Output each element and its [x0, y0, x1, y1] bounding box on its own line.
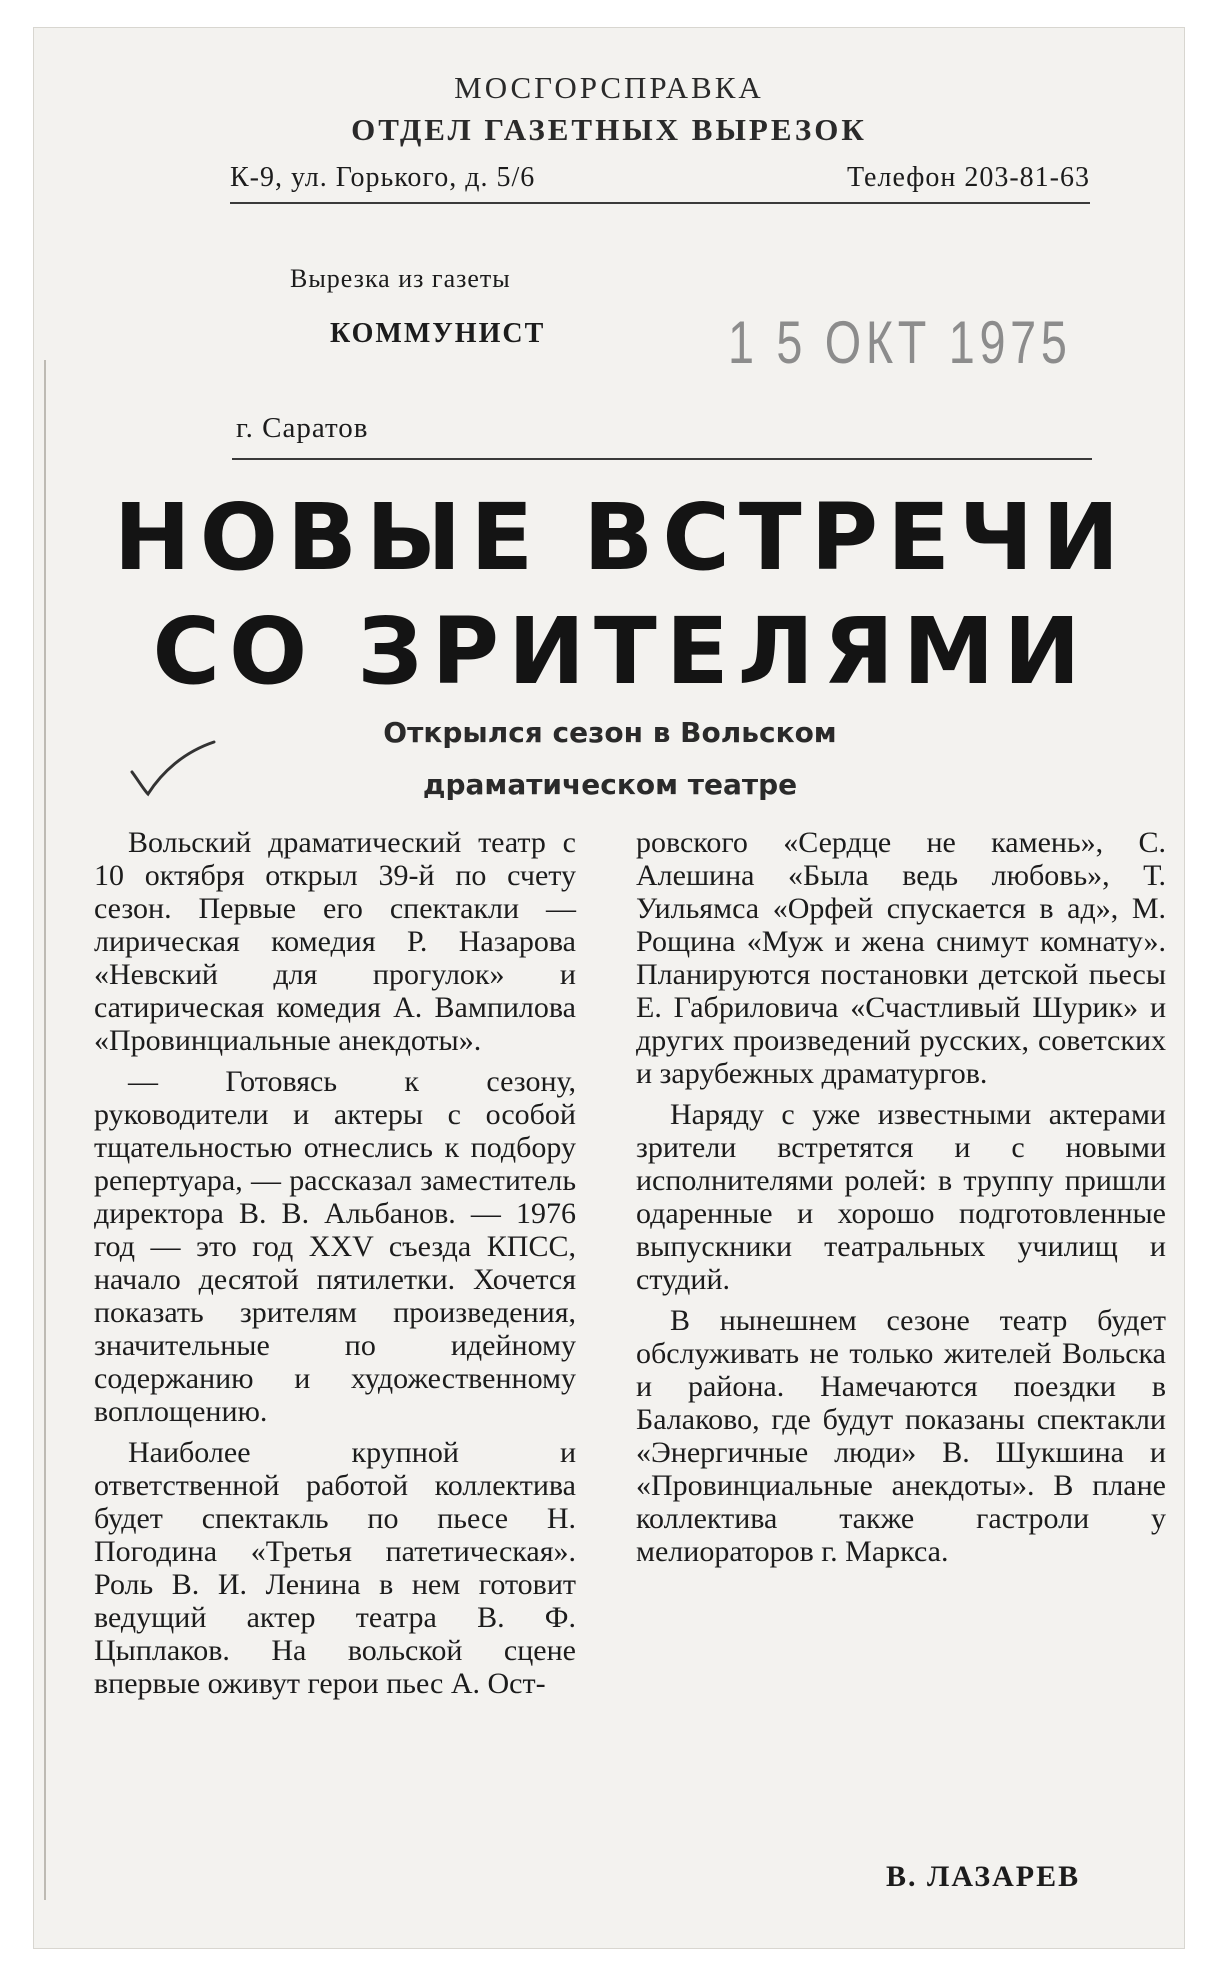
author-byline: В. ЛАЗАРЕВ: [886, 1860, 1081, 1893]
check-mark-icon: [128, 738, 218, 798]
agency-phone: Телефон 203-81-63: [847, 162, 1090, 193]
article-paragraph: Вольский драматический театр с 10 октября открыл 39-й по счету сезон. Первые его спектакли — лирическая комедия Р. Назарова «Невский для прогулок» и сатирическая комедия А. Вампилова «Провинциальные анекдоты».: [94, 826, 576, 1057]
agency-name: МОСГОРСПРАВКА: [454, 70, 764, 105]
article-paragraph: — Готовясь к сезону, руководители и актеры с особой тщательностью отнеслись к подбору репертуара, — рассказал заместитель директора В. В. Альбанов. — 1976 год — это год XXV съезда КПСС, начало десятой пятилетки. Хочется показать зрителям произведения, значительные по идейному содержанию и художественному воплощению.: [94, 1065, 576, 1428]
headline-line-2: СО ЗРИТЕЛЯМИ: [152, 598, 1090, 705]
article-paragraph: ровского «Сердце не камень», С. Алешина «Была ведь любовь», Т. Уильямса «Орфей спускается в ад», М. Рощина «Муж и жена снимут комнату». Планируются постановки детской пьесы Е. Габриловича «Счастливый Шурик» и других произведений русских, советских и зарубежных драматургов.: [636, 826, 1166, 1090]
department-name: ОТДЕЛ ГАЗЕТНЫХ ВЫРЕЗОК: [351, 112, 867, 147]
agency-address: К-9, ул. Горького, д. 5/6: [230, 162, 536, 193]
article-column-right: [636, 826, 1166, 1576]
article-paragraph: В нынешнем сезоне театр будет обслуживать не только жителей Вольска и района. Намечаются поездки в Балаково, где будут показаны спектакли «Энергичные люди» В. Шукшина и «Провинциальные анекдоты». В плане коллектива также гастроли у мелиораторов г. Маркса.: [636, 1304, 1166, 1568]
clipping-edge: [44, 360, 46, 1900]
article-paragraph: Наиболее крупной и ответственной работой коллектива будет спектакль по пьесе Н. Погодина «Третья патетическая». Роль В. И. Ленина в нем готовит ведущий актер театра В. Ф. Цыплаков. На вольской сцене впервые оживут герои пьес А. Ост-: [94, 1436, 576, 1700]
subheadline-line-1: Открылся сезон в Вольском: [383, 716, 837, 749]
header-divider: [230, 202, 1090, 204]
newspaper-city: г. Саратов: [236, 412, 369, 444]
headline-line-1: НОВЫЕ ВСТРЕЧИ: [113, 484, 1129, 591]
article-paragraph: Наряду с уже известными актерами зрители встретятся и с новыми исполнителями ролей: в труппу пришли одаренные и хорошо подготовленные выпускники театральных училищ и студий.: [636, 1098, 1166, 1296]
contact-row: [230, 162, 1090, 194]
newspaper-name: КОММУНИСТ: [330, 318, 546, 349]
article-column-left: [94, 826, 576, 1708]
date-stamp: 1 5 ОКТ 1975: [728, 309, 1072, 376]
masthead-divider: [232, 458, 1092, 460]
subheadline-line-2: драматическом театре: [422, 768, 798, 801]
clipping-label: Вырезка из газеты: [290, 264, 511, 293]
